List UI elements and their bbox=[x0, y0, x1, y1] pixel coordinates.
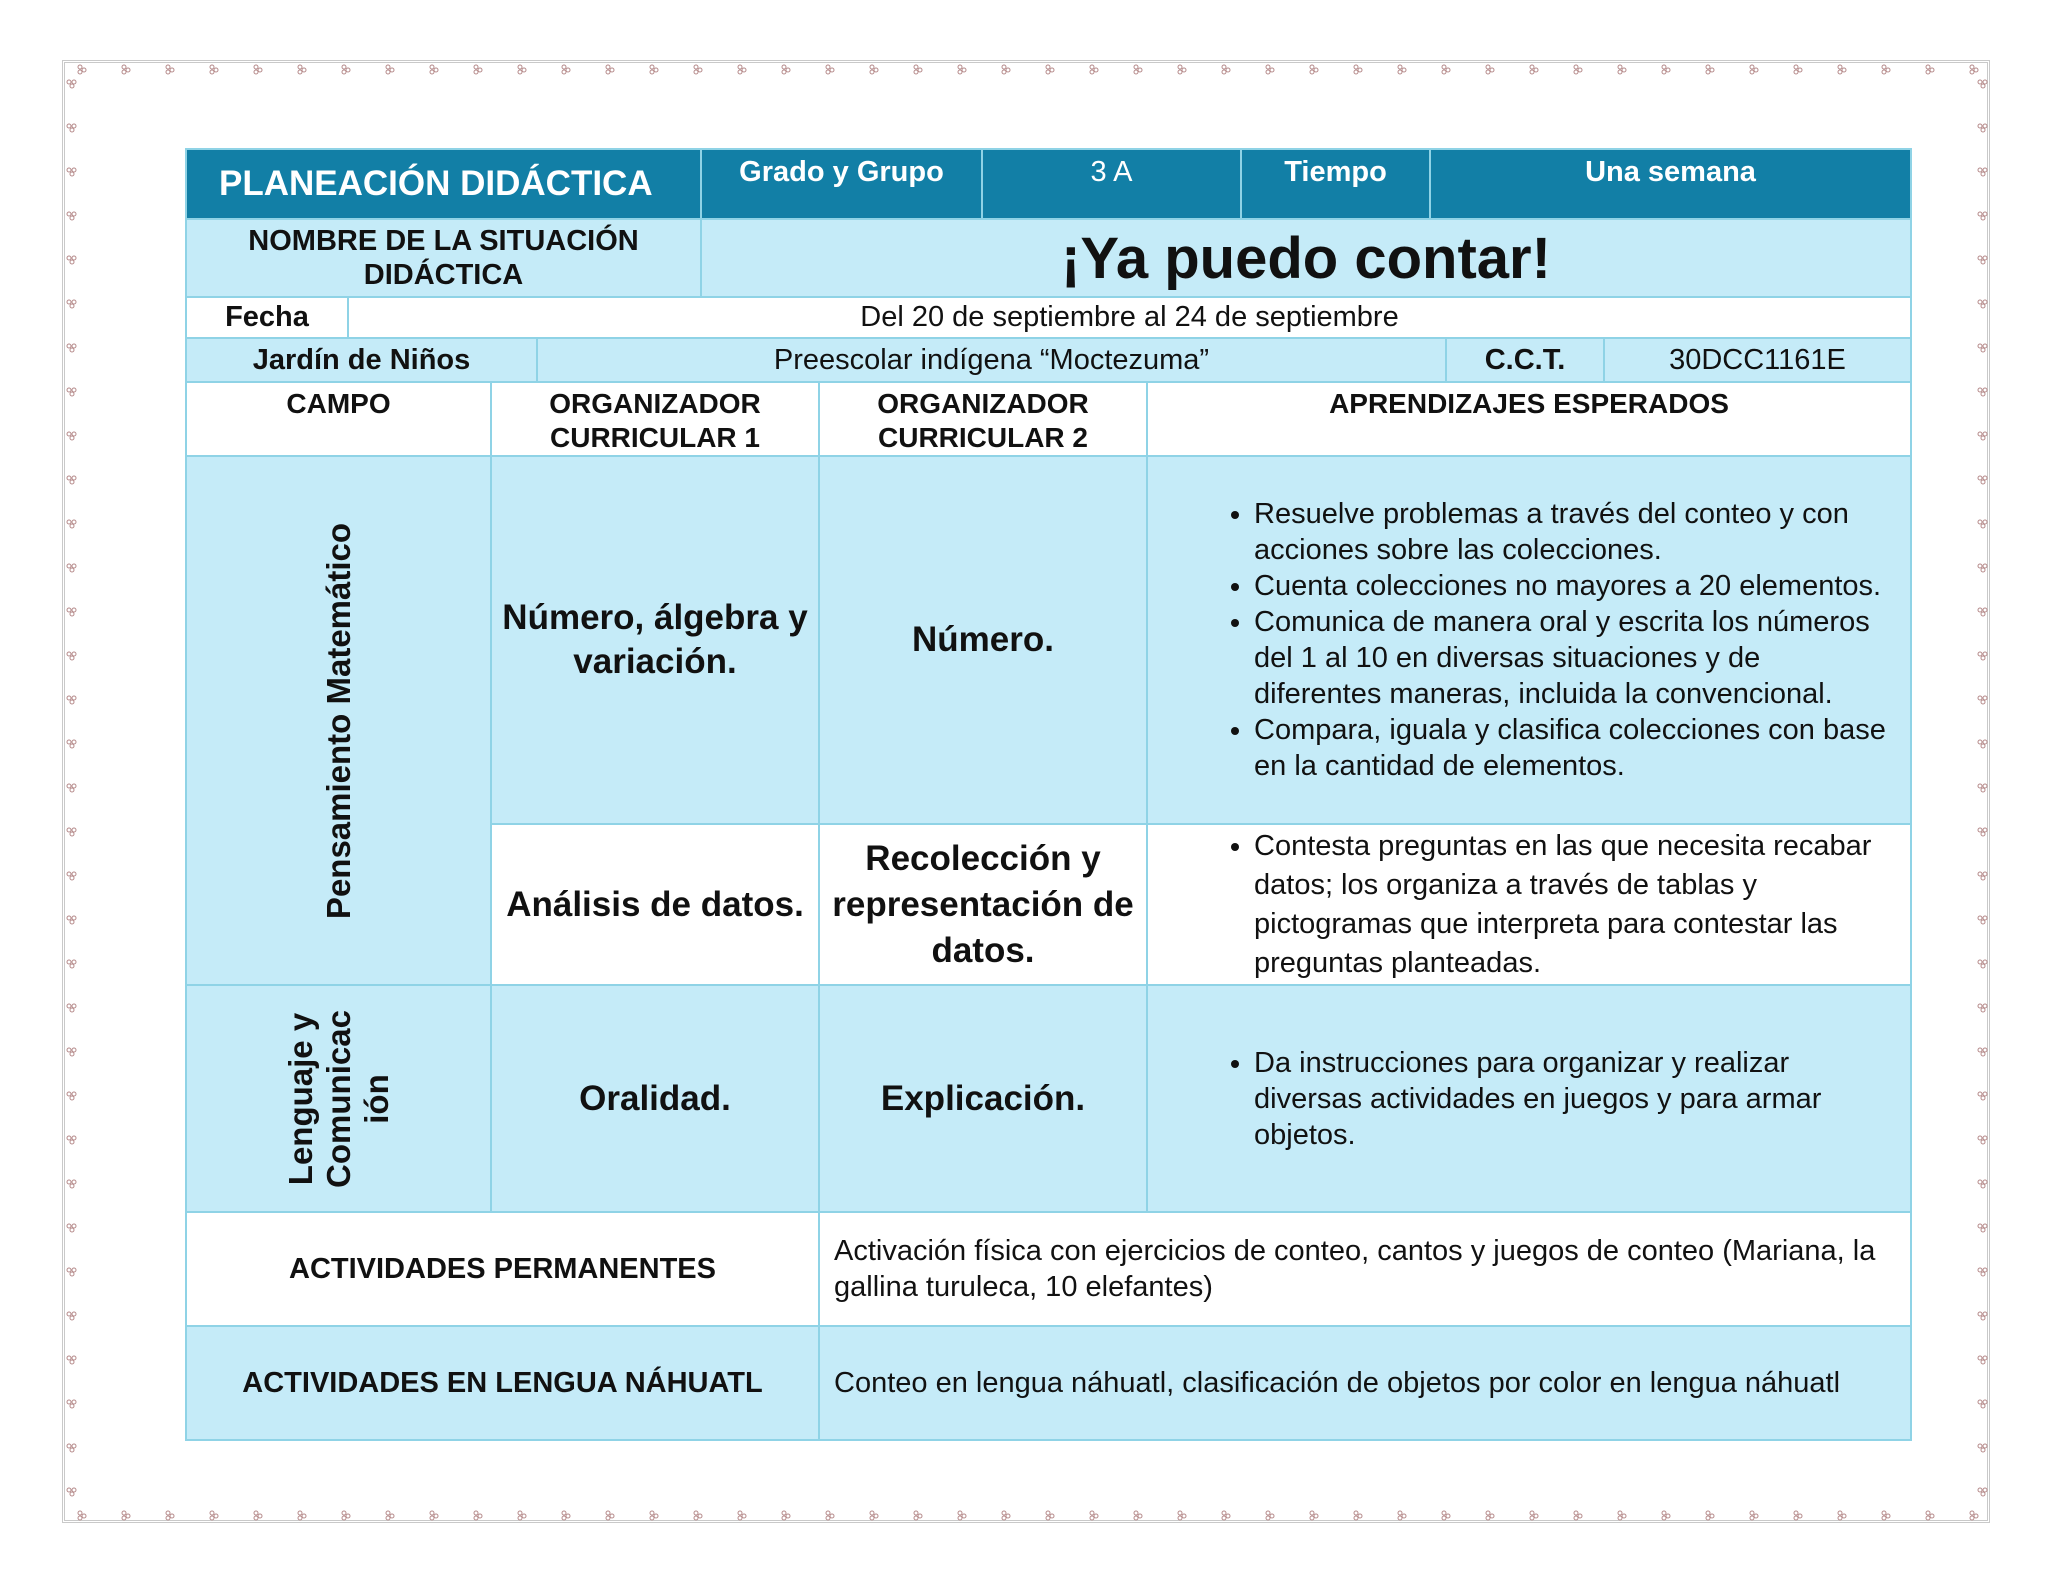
border-dot-cluster bbox=[67, 256, 76, 264]
border-dot-cluster bbox=[67, 564, 76, 572]
border-dot-cluster bbox=[67, 1488, 76, 1496]
border-dot-cluster bbox=[67, 1136, 76, 1144]
fecha-value: Del 20 de septiembre al 24 de septiembre bbox=[348, 297, 1911, 338]
border-dot-cluster bbox=[1978, 388, 1987, 396]
border-dot-cluster bbox=[1978, 1356, 1987, 1364]
border-dot-cluster bbox=[1706, 65, 1714, 74]
border-dot-cluster bbox=[518, 65, 526, 74]
border-dot-cluster bbox=[298, 65, 306, 74]
decorative-border-top bbox=[70, 62, 1982, 76]
border-dot-cluster bbox=[1222, 65, 1230, 74]
border-dot-cluster bbox=[1574, 1511, 1582, 1520]
border-dot-cluster bbox=[1442, 1511, 1450, 1520]
border-dot-cluster bbox=[67, 1004, 76, 1012]
list-item: • Compara, iguala y clasifica colecciones con base en la cantidad de elementos. bbox=[1254, 712, 1892, 784]
border-dot-cluster bbox=[1310, 65, 1318, 74]
border-dot-cluster bbox=[430, 1511, 438, 1520]
border-dot-cluster bbox=[67, 960, 76, 968]
border-dot-cluster bbox=[67, 1180, 76, 1188]
border-dot-cluster bbox=[1978, 740, 1987, 748]
border-dot-cluster bbox=[1978, 564, 1987, 572]
border-dot-cluster bbox=[1978, 1312, 1987, 1320]
situacion-table bbox=[185, 218, 1912, 298]
org2-cell: Recolección y representación de datos. bbox=[819, 824, 1147, 985]
border-dot-cluster bbox=[67, 476, 76, 484]
border-dot-cluster bbox=[1978, 344, 1987, 352]
border-dot-cluster bbox=[782, 65, 790, 74]
border-dot-cluster bbox=[694, 1511, 702, 1520]
border-dot-cluster bbox=[78, 1511, 86, 1520]
aprendizajes-list bbox=[1148, 1045, 1910, 1153]
border-dot-cluster bbox=[1978, 960, 1987, 968]
border-dot-cluster bbox=[1978, 784, 1987, 792]
border-dot-cluster bbox=[1978, 168, 1987, 176]
border-dot-cluster bbox=[67, 344, 76, 352]
campo-name: Pensamiento Matemático bbox=[319, 522, 357, 919]
curriculum-table bbox=[185, 381, 1912, 1213]
grado-value: 3 A bbox=[982, 149, 1241, 219]
campo-cell bbox=[186, 456, 491, 985]
border-dot-cluster bbox=[1002, 1511, 1010, 1520]
org2-cell: Número. bbox=[819, 456, 1147, 824]
border-dot-cluster bbox=[738, 65, 746, 74]
border-dot-cluster bbox=[1310, 1511, 1318, 1520]
actividades-nahuatl-text: Conteo en lengua náhuatl, clasificación de objetos por color en lengua náhuatl bbox=[819, 1326, 1911, 1440]
border-dot-cluster bbox=[210, 65, 218, 74]
border-dot-cluster bbox=[1978, 828, 1987, 836]
border-dot-cluster bbox=[694, 65, 702, 74]
border-dot-cluster bbox=[67, 828, 76, 836]
border-dot-cluster bbox=[1574, 65, 1582, 74]
border-dot-cluster bbox=[914, 1511, 922, 1520]
border-dot-cluster bbox=[254, 65, 262, 74]
border-dot-cluster bbox=[1794, 1511, 1802, 1520]
border-dot-cluster bbox=[1978, 476, 1987, 484]
header-table bbox=[185, 148, 1912, 220]
border-dot-cluster bbox=[67, 1312, 76, 1320]
border-dot-cluster bbox=[67, 872, 76, 880]
border-dot-cluster bbox=[67, 696, 76, 704]
border-dot-cluster bbox=[1706, 1511, 1714, 1520]
grado-label: Grado y Grupo bbox=[701, 149, 982, 219]
border-dot-cluster bbox=[1978, 608, 1987, 616]
border-dot-cluster bbox=[1978, 696, 1987, 704]
campo-name: Lenguaje y Comunicac ión bbox=[281, 1009, 395, 1188]
border-dot-cluster bbox=[67, 652, 76, 660]
border-dot-cluster bbox=[78, 65, 86, 74]
list-item: • Da instrucciones para organizar y realizar diversas actividades en juegos y para armar objetos. bbox=[1254, 1045, 1892, 1153]
border-dot-cluster bbox=[254, 1511, 262, 1520]
border-dot-cluster bbox=[1134, 65, 1142, 74]
border-dot-cluster bbox=[914, 65, 922, 74]
jardin-label: Jardín de Niños bbox=[186, 338, 537, 382]
border-dot-cluster bbox=[1978, 520, 1987, 528]
border-dot-cluster bbox=[67, 1400, 76, 1408]
border-dot-cluster bbox=[342, 1511, 350, 1520]
actividades-permanentes-label: ACTIVIDADES PERMANENTES bbox=[186, 1212, 819, 1326]
situacion-label: NOMBRE DE LA SITUACIÓN DIDÁCTICA bbox=[186, 219, 701, 297]
border-dot-cluster bbox=[1978, 1092, 1987, 1100]
border-dot-cluster bbox=[518, 1511, 526, 1520]
border-dot-cluster bbox=[1978, 432, 1987, 440]
border-dot-cluster bbox=[1530, 65, 1538, 74]
border-dot-cluster bbox=[1090, 1511, 1098, 1520]
border-dot-cluster bbox=[67, 1048, 76, 1056]
decorative-border-right bbox=[1975, 72, 1989, 1512]
border-dot-cluster bbox=[1618, 65, 1626, 74]
border-dot-cluster bbox=[1978, 212, 1987, 220]
border-dot-cluster bbox=[958, 65, 966, 74]
campo-cell bbox=[186, 985, 491, 1212]
border-dot-cluster bbox=[650, 65, 658, 74]
border-dot-cluster bbox=[67, 212, 76, 220]
border-dot-cluster bbox=[67, 1092, 76, 1100]
list-item: • Resuelve problemas a través del conteo y con acciones sobre las colecciones. bbox=[1254, 496, 1892, 568]
border-dot-cluster bbox=[782, 1511, 790, 1520]
border-dot-cluster bbox=[1978, 1488, 1987, 1496]
border-dot-cluster bbox=[1178, 1511, 1186, 1520]
border-dot-cluster bbox=[1398, 65, 1406, 74]
fecha-label: Fecha bbox=[186, 297, 348, 338]
aprendizajes-list bbox=[1148, 496, 1910, 784]
border-dot-cluster bbox=[1978, 80, 1987, 88]
column-header-aprendizajes: APRENDIZAJES ESPERADOS bbox=[1147, 382, 1911, 456]
border-dot-cluster bbox=[1978, 124, 1987, 132]
border-dot-cluster bbox=[67, 300, 76, 308]
border-dot-cluster bbox=[958, 1511, 966, 1520]
border-dot-cluster bbox=[1046, 1511, 1054, 1520]
border-dot-cluster bbox=[1882, 65, 1890, 74]
border-dot-cluster bbox=[1750, 65, 1758, 74]
border-dot-cluster bbox=[1002, 65, 1010, 74]
border-dot-cluster bbox=[1090, 65, 1098, 74]
border-dot-cluster bbox=[67, 520, 76, 528]
border-dot-cluster bbox=[1354, 1511, 1362, 1520]
border-dot-cluster bbox=[606, 1511, 614, 1520]
column-header-org1: ORGANIZADOR CURRICULAR 1 bbox=[491, 382, 819, 456]
border-dot-cluster bbox=[67, 784, 76, 792]
border-dot-cluster bbox=[606, 65, 614, 74]
border-dot-cluster bbox=[1978, 1400, 1987, 1408]
aprendizajes-list bbox=[1148, 827, 1910, 983]
border-dot-cluster bbox=[1398, 1511, 1406, 1520]
border-dot-cluster bbox=[562, 1511, 570, 1520]
table-row bbox=[186, 1326, 1911, 1440]
border-dot-cluster bbox=[430, 65, 438, 74]
tiempo-value: Una semana bbox=[1430, 149, 1911, 219]
border-dot-cluster bbox=[1134, 1511, 1142, 1520]
border-dot-cluster bbox=[386, 65, 394, 74]
border-dot-cluster bbox=[67, 1224, 76, 1232]
org1-cell: Número, álgebra y variación. bbox=[491, 456, 819, 824]
border-dot-cluster bbox=[1178, 65, 1186, 74]
border-dot-cluster bbox=[1838, 1511, 1846, 1520]
border-dot-cluster bbox=[298, 1511, 306, 1520]
border-dot-cluster bbox=[122, 65, 130, 74]
border-dot-cluster bbox=[342, 65, 350, 74]
border-dot-cluster bbox=[1978, 1136, 1987, 1144]
border-dot-cluster bbox=[67, 740, 76, 748]
jardin-value: Preescolar indígena “Moctezuma” bbox=[537, 338, 1446, 382]
border-dot-cluster bbox=[650, 1511, 658, 1520]
border-dot-cluster bbox=[67, 432, 76, 440]
border-dot-cluster bbox=[562, 65, 570, 74]
border-dot-cluster bbox=[1662, 65, 1670, 74]
border-dot-cluster bbox=[1978, 256, 1987, 264]
list-item: • Comunica de manera oral y escrita los números del 1 al 10 en diversas situaciones y de diferentes maneras, incluida la convencional. bbox=[1254, 604, 1892, 712]
situacion-value: ¡Ya puedo contar! bbox=[701, 219, 1911, 297]
border-dot-cluster bbox=[474, 1511, 482, 1520]
border-dot-cluster bbox=[1486, 65, 1494, 74]
border-dot-cluster bbox=[67, 388, 76, 396]
border-dot-cluster bbox=[738, 1511, 746, 1520]
planeacion-table-container bbox=[185, 148, 1912, 1441]
border-dot-cluster bbox=[1970, 1511, 1978, 1520]
border-dot-cluster bbox=[1046, 65, 1054, 74]
org1-cell: Análisis de datos. bbox=[491, 824, 819, 985]
border-dot-cluster bbox=[1978, 1224, 1987, 1232]
actividades-nahuatl-label: ACTIVIDADES EN LENGUA NÁHUATL bbox=[186, 1326, 819, 1440]
border-dot-cluster bbox=[67, 1444, 76, 1452]
border-dot-cluster bbox=[826, 65, 834, 74]
aprendizajes-cell bbox=[1147, 985, 1911, 1212]
column-header-campo: CAMPO bbox=[186, 382, 491, 456]
decorative-border-left bbox=[64, 72, 78, 1512]
border-dot-cluster bbox=[1978, 1268, 1987, 1276]
border-dot-cluster bbox=[67, 80, 76, 88]
border-dot-cluster bbox=[122, 1511, 130, 1520]
border-dot-cluster bbox=[826, 1511, 834, 1520]
decorative-border-bottom bbox=[70, 1508, 1982, 1522]
document-title: PLANEACIÓN DIDÁCTICA bbox=[186, 149, 701, 219]
border-dot-cluster bbox=[67, 916, 76, 924]
table-row bbox=[186, 1212, 1911, 1326]
actividades-table bbox=[185, 1211, 1912, 1441]
border-dot-cluster bbox=[166, 65, 174, 74]
border-dot-cluster bbox=[1882, 1511, 1890, 1520]
actividades-permanentes-text: Activación física con ejercicios de conteo, cantos y juegos de conteo (Mariana, la gallina turuleca, 10 elefantes) bbox=[819, 1212, 1911, 1326]
border-dot-cluster bbox=[1442, 65, 1450, 74]
border-dot-cluster bbox=[1222, 1511, 1230, 1520]
border-dot-cluster bbox=[1750, 1511, 1758, 1520]
cct-value: 30DCC1161E bbox=[1604, 338, 1911, 382]
border-dot-cluster bbox=[1838, 65, 1846, 74]
border-dot-cluster bbox=[1978, 652, 1987, 660]
border-dot-cluster bbox=[1926, 1511, 1934, 1520]
column-header-org2: ORGANIZADOR CURRICULAR 2 bbox=[819, 382, 1147, 456]
border-dot-cluster bbox=[67, 168, 76, 176]
border-dot-cluster bbox=[210, 1511, 218, 1520]
border-dot-cluster bbox=[1530, 1511, 1538, 1520]
tiempo-label: Tiempo bbox=[1241, 149, 1430, 219]
border-dot-cluster bbox=[1978, 916, 1987, 924]
table-row bbox=[186, 985, 1911, 1212]
jardin-table bbox=[185, 337, 1912, 383]
border-dot-cluster bbox=[1978, 872, 1987, 880]
border-dot-cluster bbox=[1926, 65, 1934, 74]
border-dot-cluster bbox=[67, 1268, 76, 1276]
border-dot-cluster bbox=[1978, 1180, 1987, 1188]
border-dot-cluster bbox=[1794, 65, 1802, 74]
aprendizajes-cell bbox=[1147, 824, 1911, 985]
table-row bbox=[186, 456, 1911, 824]
list-item: • Contesta preguntas en las que necesita recabar datos; los organiza a través de tablas y pictogramas que interpreta para contestar las preguntas planteadas. bbox=[1254, 827, 1892, 983]
fecha-table bbox=[185, 296, 1912, 339]
border-dot-cluster bbox=[1978, 300, 1987, 308]
border-dot-cluster bbox=[474, 65, 482, 74]
border-dot-cluster bbox=[1618, 1511, 1626, 1520]
border-dot-cluster bbox=[1486, 1511, 1494, 1520]
border-dot-cluster bbox=[386, 1511, 394, 1520]
border-dot-cluster bbox=[1662, 1511, 1670, 1520]
border-dot-cluster bbox=[1978, 1444, 1987, 1452]
border-dot-cluster bbox=[67, 1356, 76, 1364]
border-dot-cluster bbox=[1354, 65, 1362, 74]
border-dot-cluster bbox=[1266, 1511, 1274, 1520]
border-dot-cluster bbox=[870, 65, 878, 74]
cct-label: C.C.T. bbox=[1446, 338, 1604, 382]
border-dot-cluster bbox=[1266, 65, 1274, 74]
org2-cell: Explicación. bbox=[819, 985, 1147, 1212]
border-dot-cluster bbox=[166, 1511, 174, 1520]
list-item: • Cuenta colecciones no mayores a 20 elementos. bbox=[1254, 568, 1892, 604]
border-dot-cluster bbox=[1978, 1048, 1987, 1056]
org1-cell: Oralidad. bbox=[491, 985, 819, 1212]
border-dot-cluster bbox=[67, 608, 76, 616]
border-dot-cluster bbox=[1978, 1004, 1987, 1012]
border-dot-cluster bbox=[67, 124, 76, 132]
border-dot-cluster bbox=[870, 1511, 878, 1520]
aprendizajes-cell bbox=[1147, 456, 1911, 824]
